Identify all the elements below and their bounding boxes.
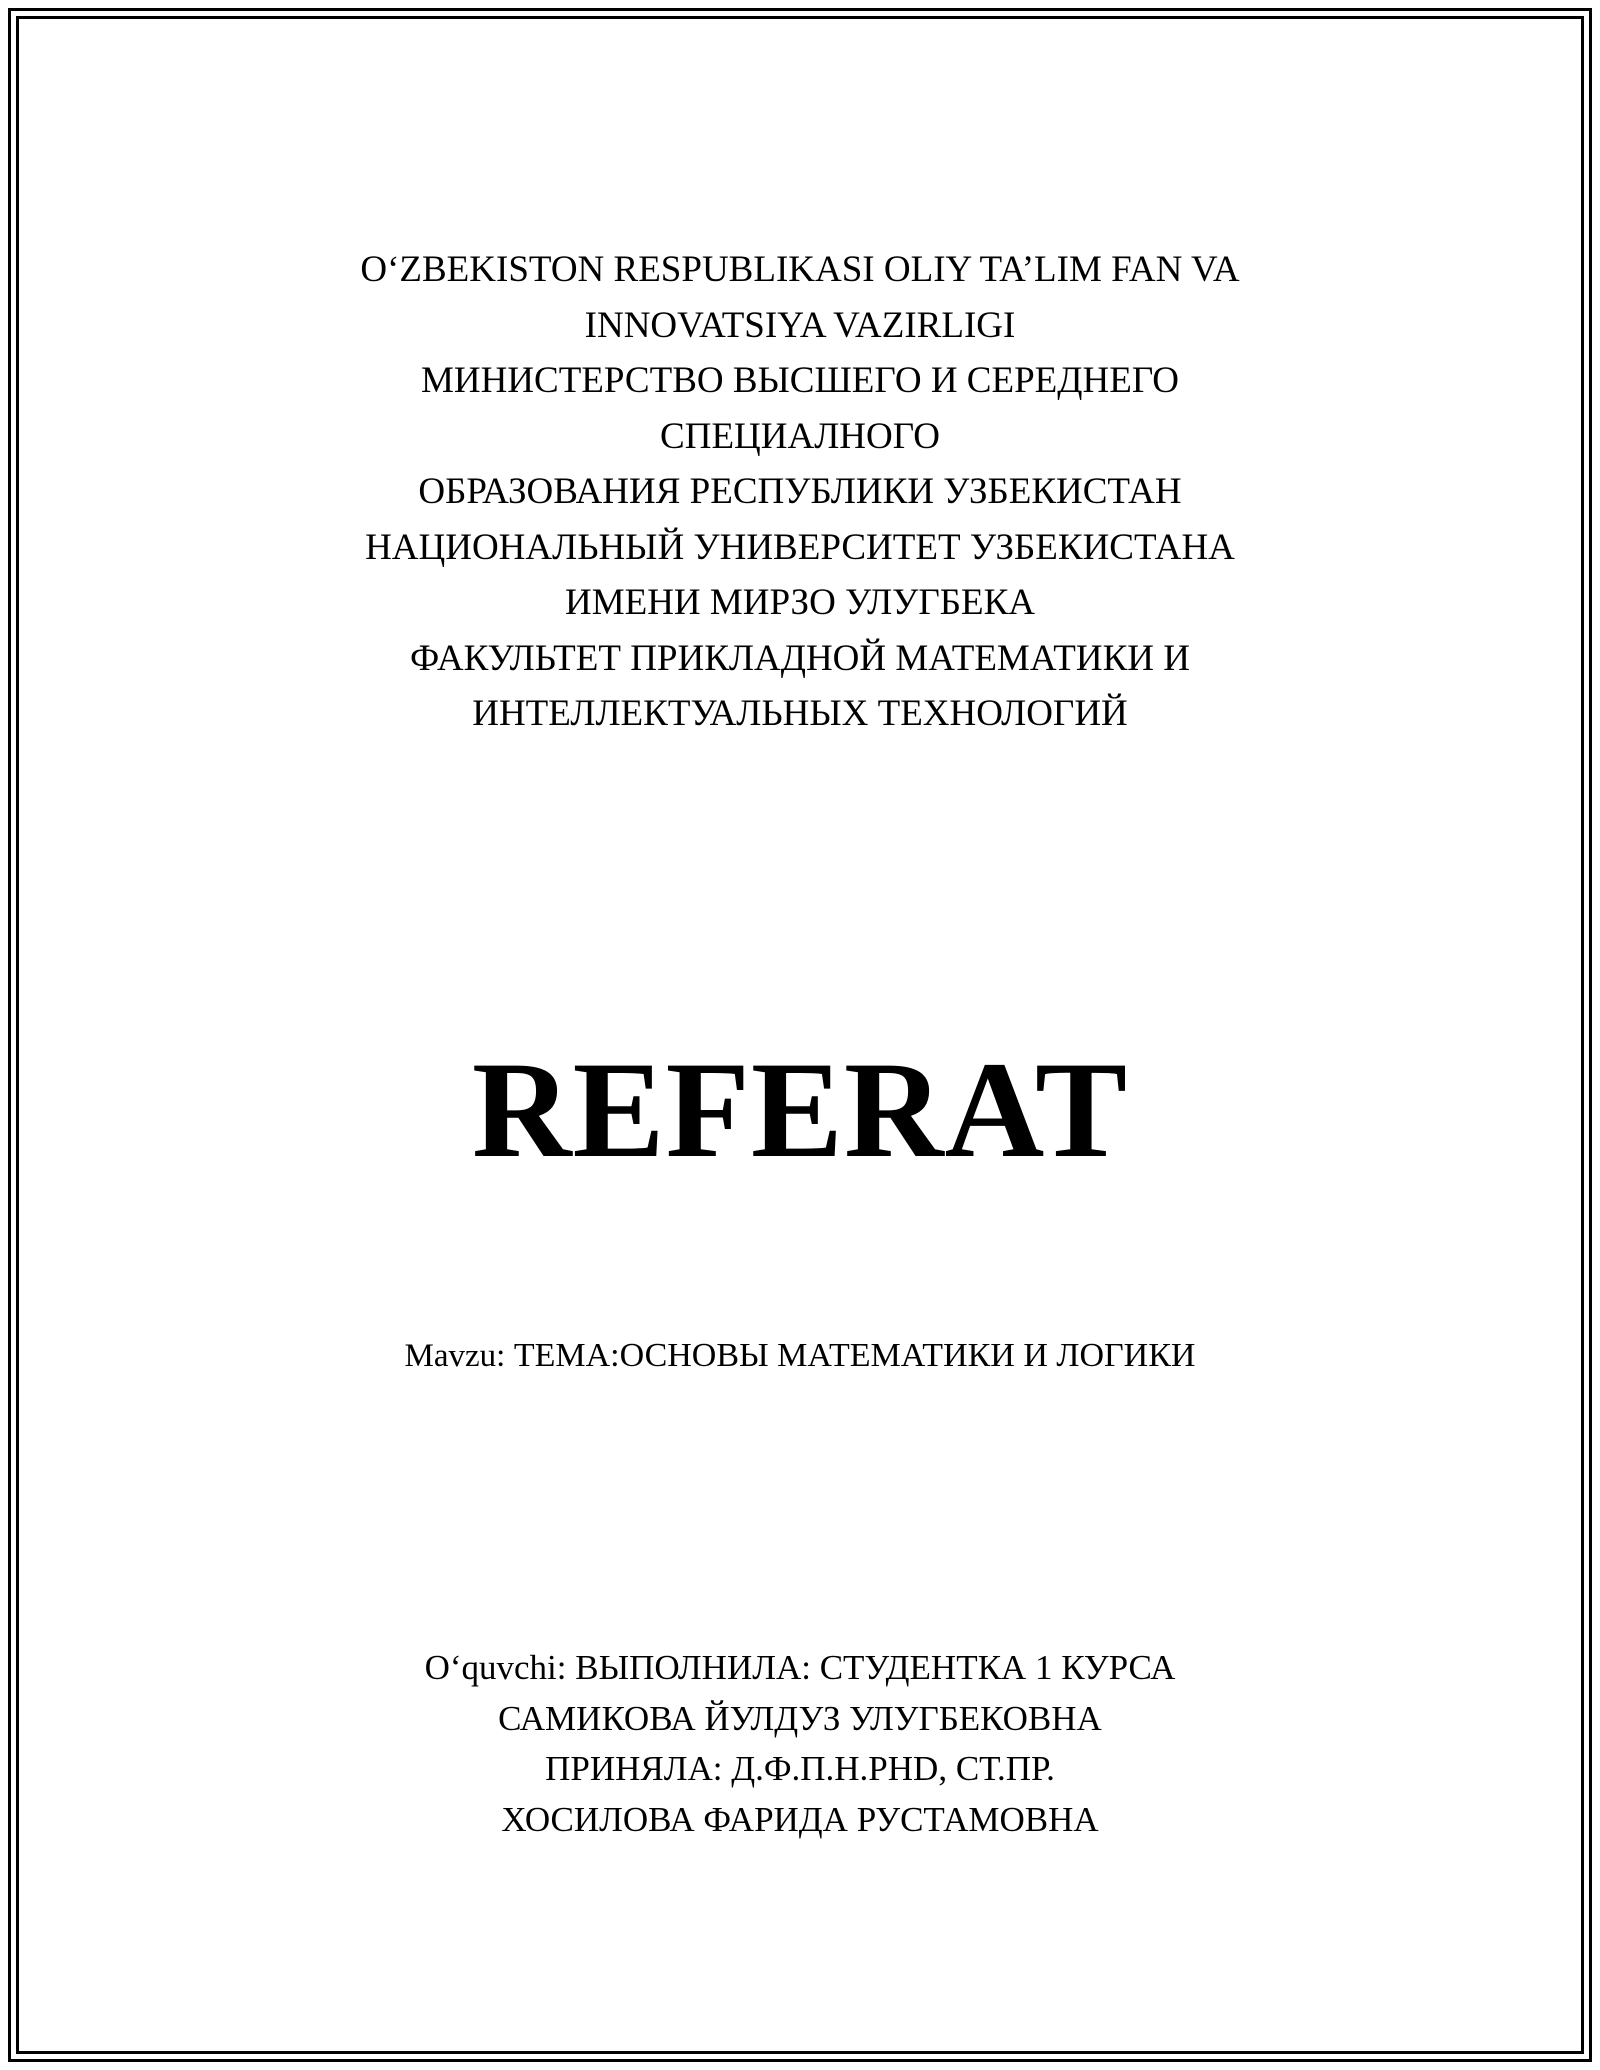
author-line: ХОСИЛОВА ФАРИДА РУСТАМОВНА [501,1799,1099,1839]
author-info [0,1643,1600,1845]
topic-line [0,1332,1600,1380]
header-line: МИНИСТЕРСТВО ВЫСШЕГО И СЕРЕДНЕГО [420,360,1180,401]
author-line: САМИКОВА ЙУЛДУЗ УЛУГБЕКОВНА [498,1698,1102,1738]
header-line: O‘ZBEKISTON RESPUBLIKASI OLIY TA’LIM FAN VA [360,249,1240,290]
author-line: O‘quvchi: ВЫПОЛНИЛА: СТУДЕНТКА 1 КУРСА [424,1648,1176,1687]
topic-label: Mavzu: [404,1338,506,1374]
topic-text: ТЕМА:ОСНОВЫ МАТЕМАТИКИ И ЛОГИКИ [513,1337,1196,1374]
header-line: ИНТЕЛЛЕКТУАЛЬНЫХ ТЕХНОЛОГИЙ [472,693,1128,734]
header-line: ИМЕНИ МИРЗО УЛУГБЕКА [564,582,1035,623]
header-line: ФАКУЛЬТЕТ ПРИКЛАДНОЙ МАТЕМАТИКИ И [410,637,1190,679]
institution-header [0,242,1600,742]
header-line: НАЦИОНАЛЬНЫЙ УНИВЕРСИТЕТ УЗБЕКИСТАНА [365,526,1235,568]
header-line: СПЕЦИАЛНОГО [660,415,940,457]
document-title: REFERAT [471,1033,1129,1186]
header-line: INNOVATSIYA VAZIRLIGI [584,304,1016,346]
author-line: ПРИНЯЛА: Д.Ф.П.Н.PHD, СТ.ПР. [545,1749,1055,1788]
header-line: ОБРАЗОВАНИЯ РЕСПУБЛИКИ УЗБЕКИСТАН [418,471,1182,512]
